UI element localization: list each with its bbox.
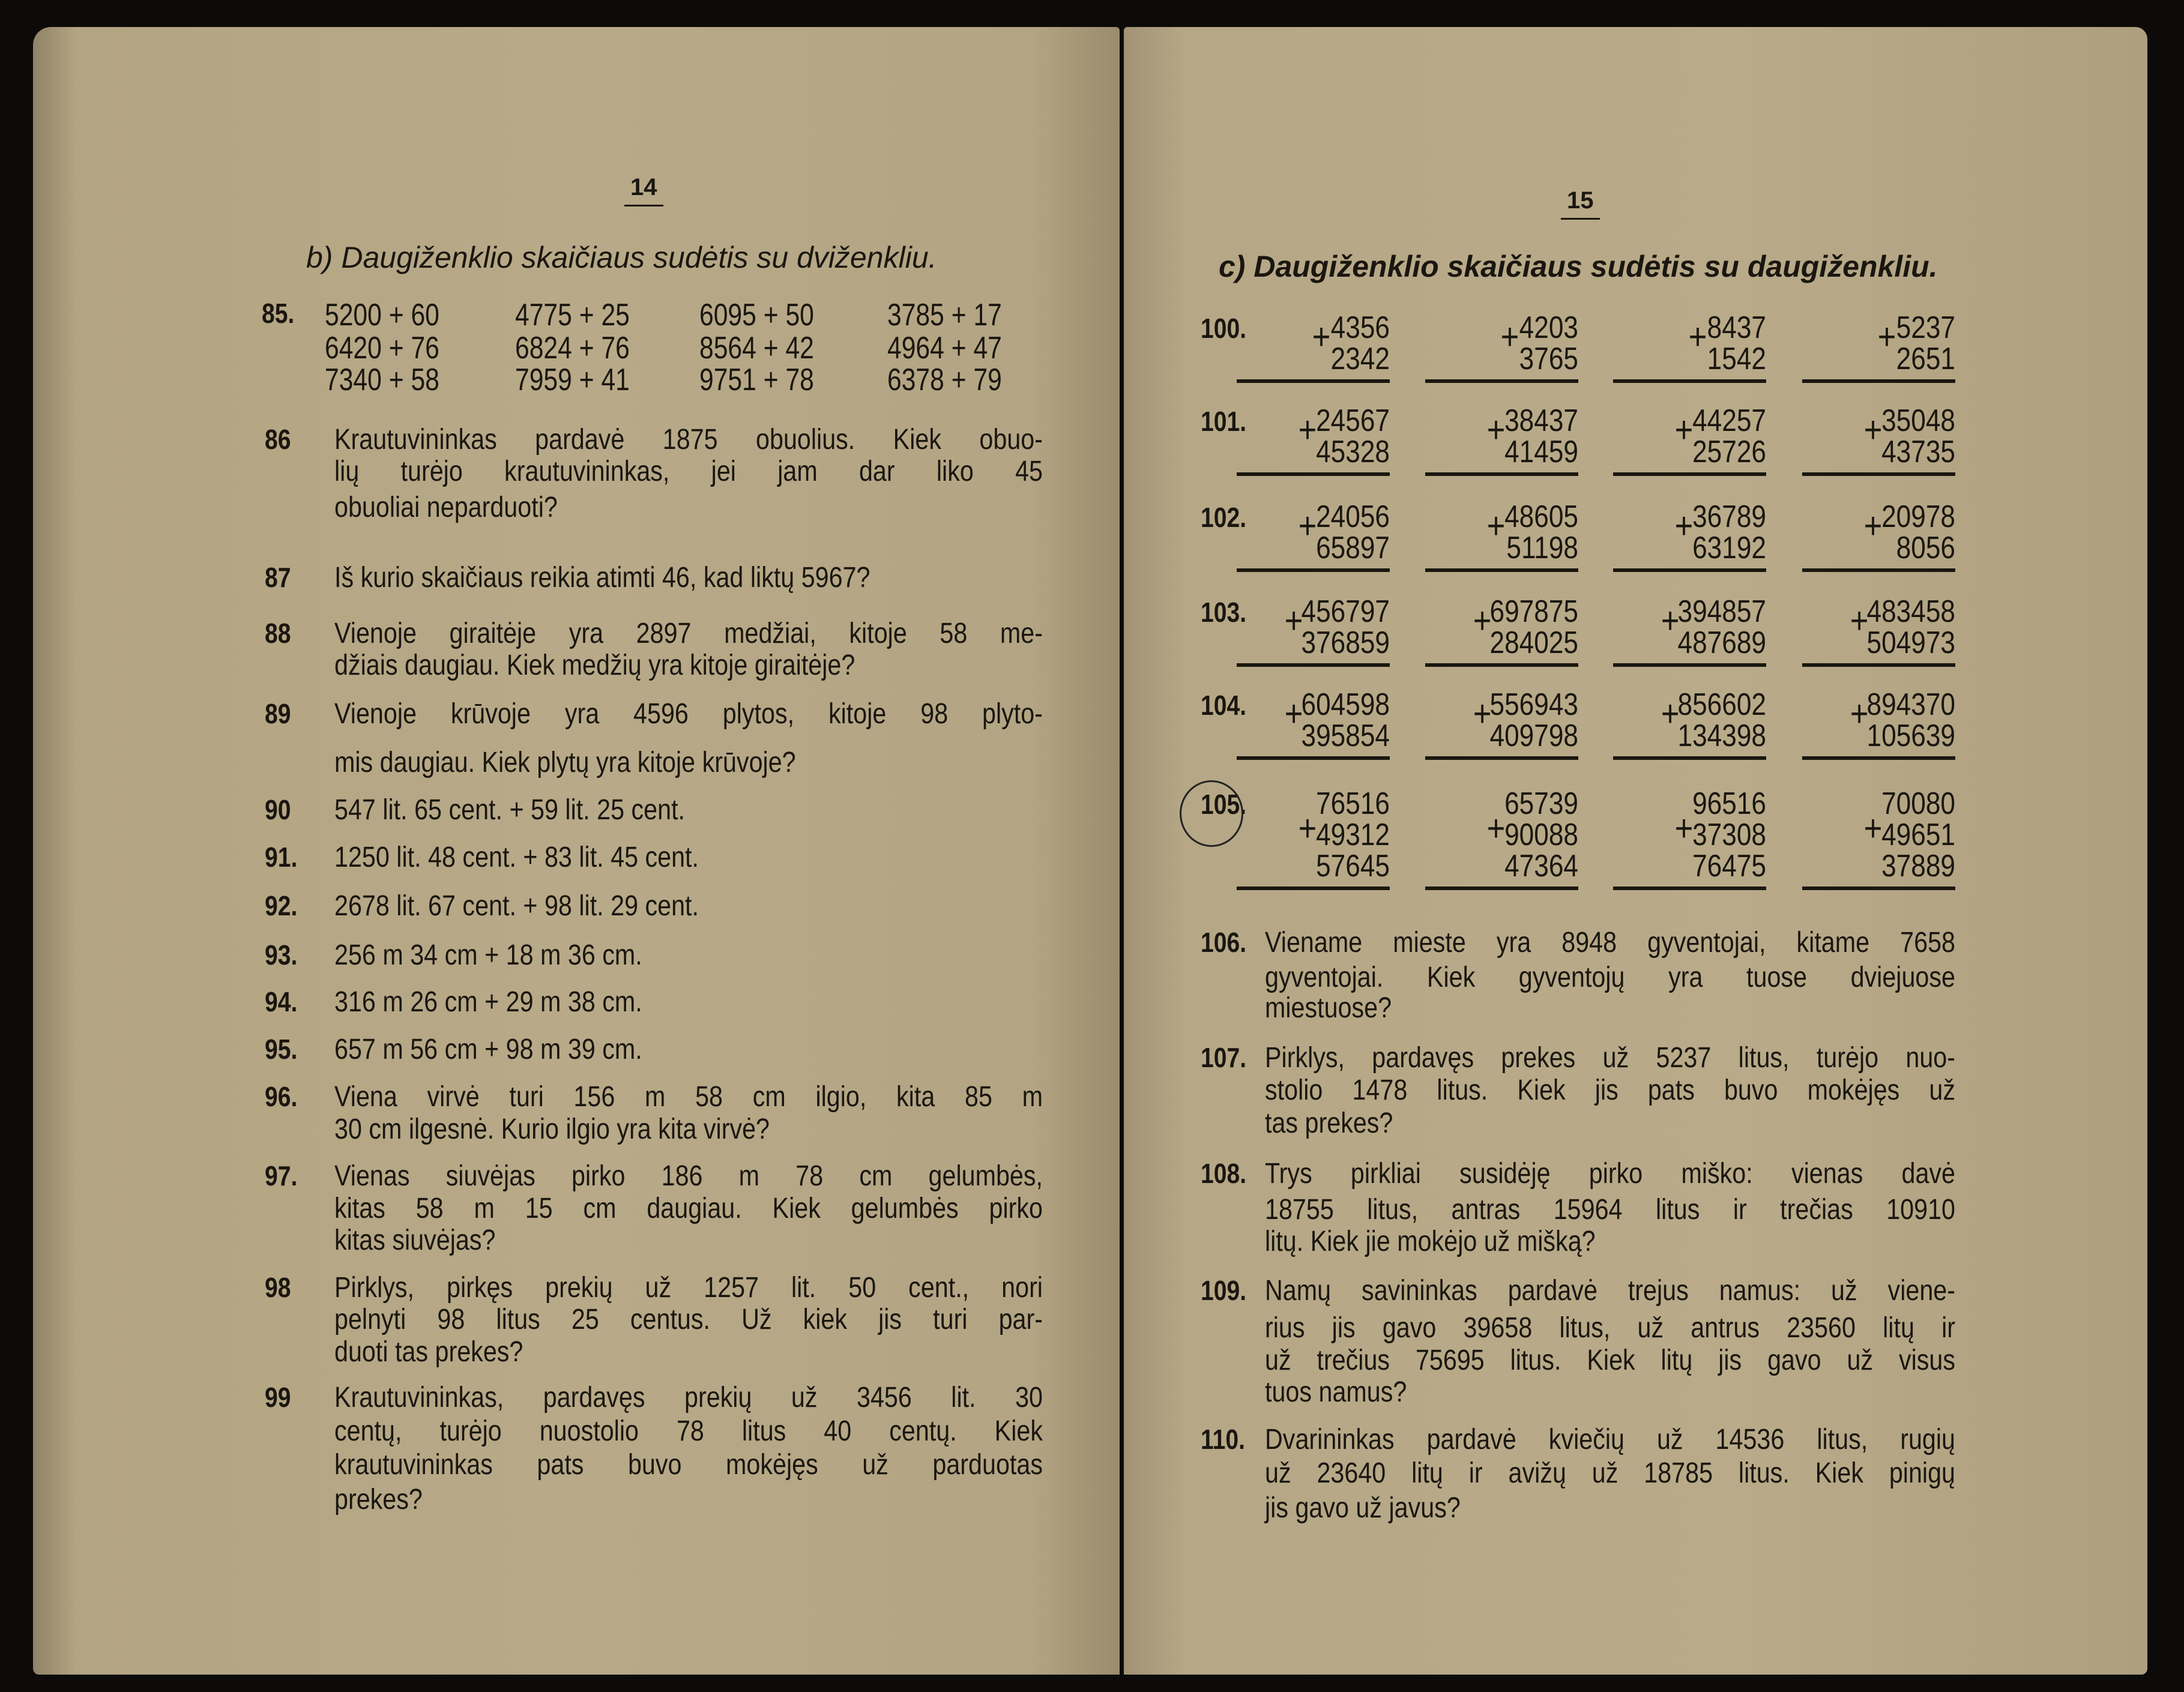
plus-sign: + bbox=[1284, 600, 1303, 642]
addend: 49651 bbox=[1881, 817, 1955, 852]
addition-expression: 8564 + 42 bbox=[699, 331, 814, 366]
addend: 894370 bbox=[1866, 687, 1955, 722]
addend: 604598 bbox=[1301, 687, 1390, 722]
problem-text-line: Krautuvininkas pardavė 1875 obuolius. Kiek obuo- bbox=[334, 424, 1043, 456]
addend: 105639 bbox=[1866, 718, 1955, 753]
column-addition bbox=[1237, 689, 1390, 760]
sum-line bbox=[1237, 472, 1390, 476]
sum-line bbox=[1425, 568, 1578, 572]
plus-sign: + bbox=[1850, 693, 1869, 735]
problem-number: 98 bbox=[265, 1272, 291, 1303]
exercise-number: 101. bbox=[1201, 406, 1247, 437]
addend: 45328 bbox=[1316, 435, 1390, 469]
addend: 36789 bbox=[1692, 499, 1766, 534]
addend: 65897 bbox=[1316, 531, 1390, 565]
problem-text-line: Trys pirkliai susidėję pirko miško: vienas davė bbox=[1265, 1158, 1955, 1190]
addend: 51198 bbox=[1506, 531, 1578, 565]
problem-text-line: krautuvininkas pats buvo mokėjęs už parduotas bbox=[334, 1449, 1043, 1481]
sum-line bbox=[1613, 472, 1766, 476]
addend: 41459 bbox=[1504, 435, 1578, 469]
addend: 394857 bbox=[1677, 594, 1766, 629]
addend: 8437 bbox=[1707, 310, 1766, 345]
sum-line bbox=[1237, 663, 1390, 667]
column-addition bbox=[1237, 596, 1390, 667]
addend: 856602 bbox=[1677, 687, 1766, 722]
exercise-number: 100. bbox=[1201, 313, 1247, 344]
column-addition bbox=[1613, 788, 1766, 890]
addend: 376859 bbox=[1301, 625, 1390, 660]
problem-text-line: 256 m 34 cm + 18 m 36 cm. bbox=[334, 939, 642, 971]
exercise-number: 85. bbox=[262, 298, 295, 329]
addition-expression: 7340 + 58 bbox=[325, 363, 439, 397]
sum-line bbox=[1802, 756, 1955, 760]
problem-text-line: litų. Kiek jie mokėjo už mišką? bbox=[1265, 1226, 1596, 1257]
problem-text-line: mis daugiau. Kiek plytų yra kitoje krūvoje? bbox=[334, 747, 796, 778]
sum-line bbox=[1425, 663, 1578, 667]
addition-expression: 9751 + 78 bbox=[699, 363, 814, 397]
plus-sign: + bbox=[1298, 505, 1317, 547]
addend: 76475 bbox=[1692, 849, 1766, 884]
problem-text-line: jis gavo už javus? bbox=[1265, 1492, 1461, 1524]
addend: 1542 bbox=[1707, 342, 1766, 376]
sum-line bbox=[1613, 887, 1766, 890]
problem-number: 107. bbox=[1201, 1042, 1247, 1073]
column-addition bbox=[1802, 596, 1955, 667]
addition-expression: 7959 + 41 bbox=[515, 363, 630, 397]
problem-text-line: Vienoje giraitėje yra 2897 medžiai, kitoje 58 me- bbox=[334, 618, 1043, 649]
problem-text-line: prekes? bbox=[334, 1484, 423, 1516]
addend: 2342 bbox=[1330, 342, 1390, 376]
addition-expression: 6824 + 76 bbox=[515, 331, 630, 366]
addition-expression: 3785 + 17 bbox=[887, 298, 1002, 333]
addend: 65739 bbox=[1504, 786, 1578, 821]
addend: 4203 bbox=[1519, 310, 1578, 345]
column-addition bbox=[1613, 596, 1766, 667]
problem-text-line: 316 m 26 cm + 29 m 38 cm. bbox=[334, 986, 642, 1018]
sum-line bbox=[1802, 379, 1955, 383]
problem-number: 95. bbox=[265, 1034, 298, 1065]
problem-text-line: Namų savininkas pardavė trejus namus: už viene- bbox=[1265, 1275, 1955, 1307]
column-addition bbox=[1237, 788, 1390, 890]
addend: 395854 bbox=[1301, 718, 1390, 753]
addition-expression: 5200 + 60 bbox=[325, 298, 439, 333]
plus-sign: + bbox=[1674, 808, 1694, 849]
addend: 5237 bbox=[1896, 310, 1955, 345]
problem-number: 96. bbox=[265, 1081, 298, 1112]
addend: 20978 bbox=[1881, 499, 1955, 534]
problem-text-line: Pirklys, pirkęs prekių už 1257 lit. 50 cent., nori bbox=[334, 1272, 1043, 1304]
addition-expression: 6420 + 76 bbox=[325, 331, 439, 366]
plus-sign: + bbox=[1661, 693, 1680, 735]
column-addition bbox=[1802, 501, 1955, 572]
problem-text-line: miestuose? bbox=[1265, 992, 1392, 1024]
addend: 63192 bbox=[1692, 531, 1766, 565]
sum-line bbox=[1802, 568, 1955, 572]
problem-number: 109. bbox=[1201, 1275, 1247, 1306]
column-addition bbox=[1425, 312, 1578, 383]
addend: 37889 bbox=[1881, 849, 1955, 884]
plus-sign: + bbox=[1486, 409, 1506, 451]
problem-text-line: kitas 58 m 15 cm daugiau. Kiek gelumbės pirko bbox=[334, 1193, 1043, 1224]
problem-text-line: gyventojai. Kiek gyventojų yra tuose dviejuose bbox=[1265, 962, 1955, 993]
problem-number: 87 bbox=[265, 562, 291, 593]
column-addition bbox=[1237, 312, 1390, 383]
problem-text-line: tas prekes? bbox=[1265, 1107, 1393, 1139]
sum-line bbox=[1613, 663, 1766, 667]
problem-number: 106. bbox=[1201, 927, 1247, 958]
plus-sign: + bbox=[1486, 505, 1506, 547]
column-addition bbox=[1613, 501, 1766, 572]
addend: 8056 bbox=[1896, 531, 1955, 565]
addend: 3765 bbox=[1519, 342, 1578, 376]
column-addition bbox=[1802, 312, 1955, 383]
addend: 96516 bbox=[1692, 786, 1766, 821]
sum-line bbox=[1802, 887, 1955, 890]
problem-text-line: 30 cm ilgesnė. Kurio ilgio yra kita virvė? bbox=[334, 1113, 770, 1145]
problem-text-line: Vienoje krūvoje yra 4596 plytos, kitoje 98 plyto- bbox=[334, 698, 1043, 730]
problem-number: 93. bbox=[265, 939, 298, 971]
page-number-right: 15 bbox=[1561, 187, 1600, 220]
plus-sign: + bbox=[1473, 600, 1492, 642]
plus-sign: + bbox=[1298, 808, 1317, 849]
column-addition bbox=[1802, 405, 1955, 476]
addend: 37308 bbox=[1692, 817, 1766, 852]
column-addition bbox=[1237, 501, 1390, 572]
sum-line bbox=[1613, 568, 1766, 572]
addend: 504973 bbox=[1866, 625, 1955, 660]
addend: 44257 bbox=[1692, 403, 1766, 438]
addend: 4356 bbox=[1330, 310, 1390, 345]
problem-number: 94. bbox=[265, 986, 298, 1017]
problem-number: 110. bbox=[1201, 1424, 1245, 1455]
column-addition bbox=[1425, 596, 1578, 667]
problem-text-line: centų, turėjo nuostolio 78 litus 40 centų. Kiek bbox=[334, 1415, 1043, 1447]
plus-sign: + bbox=[1863, 409, 1883, 451]
problem-number: 97. bbox=[265, 1160, 298, 1191]
column-addition bbox=[1425, 689, 1578, 760]
addend: 24567 bbox=[1316, 403, 1390, 438]
problem-text-line: obuoliai neparduoti? bbox=[334, 492, 558, 523]
problem-text-line: džiais daugiau. Kiek medžių yra kitoje giraitėje? bbox=[334, 649, 855, 681]
addend: 49312 bbox=[1316, 817, 1390, 852]
exercise-number: 103. bbox=[1201, 597, 1247, 628]
exercise-number: 104. bbox=[1201, 690, 1247, 721]
addend: 25726 bbox=[1692, 435, 1766, 469]
addend: 487689 bbox=[1677, 625, 1766, 660]
addend: 47364 bbox=[1504, 849, 1578, 884]
addition-expression: 6095 + 50 bbox=[699, 298, 814, 333]
problem-number: 92. bbox=[265, 890, 298, 921]
addend: 38437 bbox=[1504, 403, 1578, 438]
problem-text-line: už trečius 75695 litus. Kiek litų jis gavo už visus bbox=[1265, 1344, 1955, 1376]
addend: 76516 bbox=[1316, 786, 1390, 821]
exercise-number: 105. bbox=[1201, 789, 1247, 820]
problem-text-line: 657 m 56 cm + 98 m 39 cm. bbox=[334, 1034, 642, 1065]
problem-text-line: lių turėjo krautuvininkas, jei jam dar liko 45 bbox=[334, 456, 1043, 487]
plus-sign: + bbox=[1877, 316, 1896, 358]
addend: 24056 bbox=[1316, 499, 1390, 534]
problem-text-line: Iš kurio skaičiaus reikia atimti 46, kad liktų 5967? bbox=[334, 562, 870, 594]
addend: 90088 bbox=[1504, 817, 1578, 852]
problem-text-line: Pirklys, pardavęs prekes už 5237 litus, turėjo nuo- bbox=[1265, 1042, 1955, 1074]
pencil-circle-mark bbox=[1180, 780, 1243, 847]
problem-text-line: Vienas siuvėjas pirko 186 m 78 cm gelumbės, bbox=[334, 1160, 1043, 1192]
sum-line bbox=[1237, 568, 1390, 572]
addend: 697875 bbox=[1489, 594, 1578, 629]
plus-sign: + bbox=[1688, 316, 1707, 358]
section-heading-c: c) Daugiženklio skaičiaus sudėtis su daugiženkliu. bbox=[1219, 250, 1938, 283]
addend: 284025 bbox=[1489, 625, 1578, 660]
problem-text-line: 1250 lit. 48 cent. + 83 lit. 45 cent. bbox=[334, 841, 699, 873]
addend: 35048 bbox=[1881, 403, 1955, 438]
column-addition bbox=[1425, 501, 1578, 572]
sum-line bbox=[1237, 887, 1390, 890]
sum-line bbox=[1237, 379, 1390, 383]
problem-text-line: Viename mieste yra 8948 gyventojai, kitame 7658 bbox=[1265, 927, 1955, 959]
sum-line bbox=[1425, 472, 1578, 476]
problem-text-line: Krautuvininkas, pardavęs prekių už 3456 lit. 30 bbox=[334, 1382, 1043, 1414]
column-addition bbox=[1613, 312, 1766, 383]
problem-text-line: Dvarininkas pardavė kviečių už 14536 litus, rugių bbox=[1265, 1424, 1955, 1456]
column-addition bbox=[1613, 689, 1766, 760]
addend: 483458 bbox=[1866, 594, 1955, 629]
column-addition bbox=[1425, 405, 1578, 476]
problem-number: 86 bbox=[265, 424, 291, 455]
addition-expression: 4964 + 47 bbox=[887, 331, 1002, 366]
addition-expression: 6378 + 79 bbox=[887, 363, 1002, 397]
problem-number: 99 bbox=[265, 1382, 291, 1413]
sum-line bbox=[1425, 887, 1578, 890]
plus-sign: + bbox=[1863, 808, 1883, 849]
addend: 48605 bbox=[1504, 499, 1578, 534]
addend: 43735 bbox=[1881, 435, 1955, 469]
problem-number: 88 bbox=[265, 618, 291, 649]
sum-line bbox=[1613, 756, 1766, 760]
problem-text-line: Viena virvė turi 156 m 58 cm ilgio, kita 85 m bbox=[334, 1081, 1043, 1113]
addend: 409798 bbox=[1489, 718, 1578, 753]
plus-sign: + bbox=[1312, 316, 1331, 358]
plus-sign: + bbox=[1473, 693, 1492, 735]
section-heading-b: b) Daugiženklio skaičiaus sudėtis su dviženkliu. bbox=[306, 241, 937, 274]
column-addition bbox=[1802, 788, 1955, 890]
sum-line bbox=[1613, 379, 1766, 383]
problem-number: 90 bbox=[265, 794, 291, 825]
sum-line bbox=[1425, 756, 1578, 760]
plus-sign: + bbox=[1674, 409, 1694, 451]
problem-text-line: stolio 1478 litus. Kiek jis pats buvo mokėjęs už bbox=[1265, 1074, 1955, 1106]
exercise-number: 102. bbox=[1201, 502, 1247, 533]
plus-sign: + bbox=[1486, 808, 1506, 849]
addend: 70080 bbox=[1881, 786, 1955, 821]
addend: 556943 bbox=[1489, 687, 1578, 722]
plus-sign: + bbox=[1298, 409, 1317, 451]
plus-sign: + bbox=[1661, 600, 1680, 642]
problem-text-line: tuos namus? bbox=[1265, 1376, 1407, 1408]
problem-text-line: 2678 lit. 67 cent. + 98 lit. 29 cent. bbox=[334, 890, 699, 922]
plus-sign: + bbox=[1863, 505, 1883, 547]
sum-line bbox=[1237, 756, 1390, 760]
plus-sign: + bbox=[1500, 316, 1519, 358]
problem-text-line: rius jis gavo 39658 litus, už antrus 23560 litų ir bbox=[1265, 1312, 1955, 1344]
addend: 134398 bbox=[1677, 718, 1766, 753]
column-addition bbox=[1613, 405, 1766, 476]
problem-text-line: duoti tas prekes? bbox=[334, 1336, 523, 1368]
problem-number: 89 bbox=[265, 698, 291, 729]
sum-line bbox=[1802, 663, 1955, 667]
sum-line bbox=[1425, 379, 1578, 383]
problem-text-line: pelnyti 98 litus 25 centus. Už kiek jis turi par- bbox=[334, 1304, 1043, 1335]
addition-expression: 4775 + 25 bbox=[515, 298, 630, 333]
problem-text-line: 18755 litus, antras 15964 litus ir trečias 10910 bbox=[1265, 1194, 1955, 1226]
sum-line bbox=[1802, 472, 1955, 476]
plus-sign: + bbox=[1674, 505, 1694, 547]
plus-sign: + bbox=[1850, 600, 1869, 642]
addend: 456797 bbox=[1301, 594, 1390, 629]
column-addition bbox=[1425, 788, 1578, 890]
problem-number: 108. bbox=[1201, 1158, 1247, 1189]
problem-number: 91. bbox=[265, 841, 298, 873]
problem-text-line: 547 lit. 65 cent. + 59 lit. 25 cent. bbox=[334, 794, 686, 826]
addend: 2651 bbox=[1896, 342, 1955, 376]
addend: 57645 bbox=[1316, 849, 1390, 884]
problem-text-line: kitas siuvėjas? bbox=[334, 1224, 496, 1256]
column-addition bbox=[1802, 689, 1955, 760]
problem-text-line: už 23640 litų ir avižų už 18785 litus. Kiek pinigų bbox=[1265, 1457, 1955, 1489]
plus-sign: + bbox=[1284, 693, 1303, 735]
column-addition bbox=[1237, 405, 1390, 476]
page-number-left: 14 bbox=[624, 174, 663, 206]
